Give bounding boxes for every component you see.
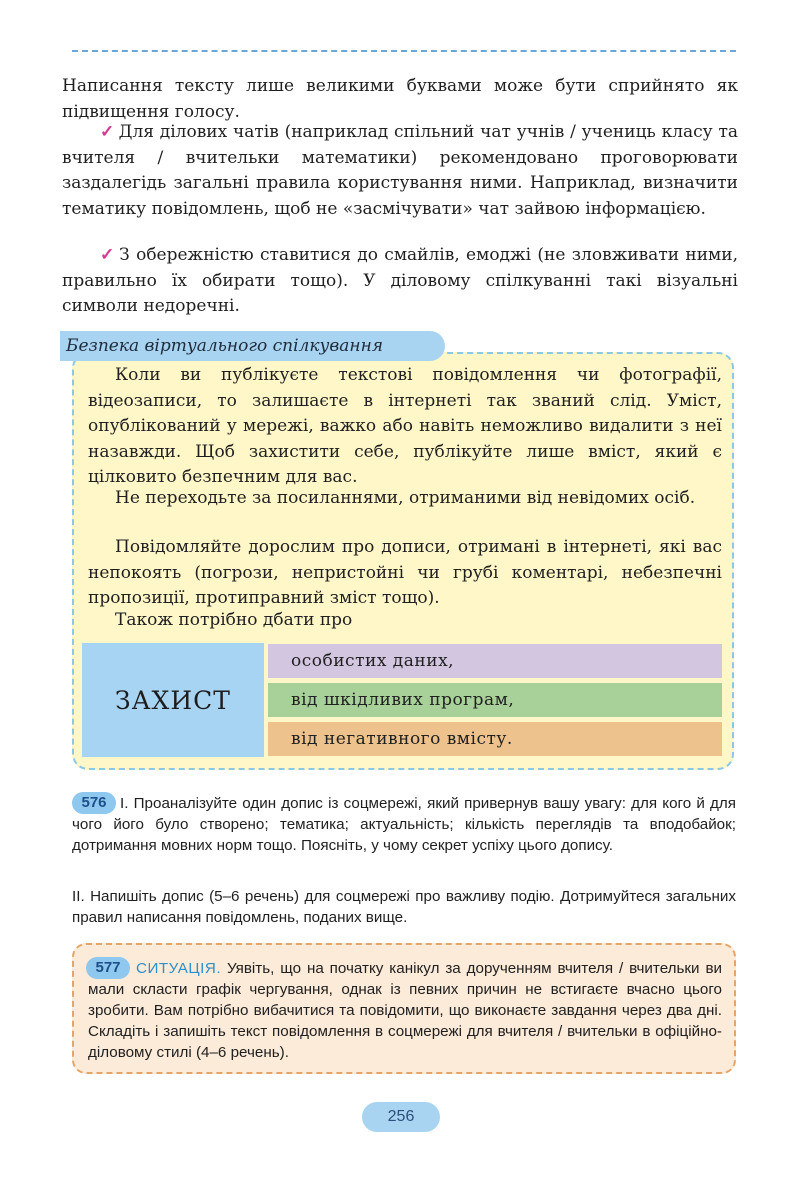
safety-paragraph-2: Не переходьте за посиланнями, отриманими від невідомих осіб. bbox=[115, 488, 696, 508]
situation-label: СИТУАЦІЯ. bbox=[136, 960, 222, 977]
safety-paragraph-3: Повідомляйте дорослим про дописи, отримані в інтернеті, які вас непокоять (погрози, непристойні чи грубі коментарі, небезпечні пропозиції, протиправний зміст тощо). bbox=[88, 537, 722, 608]
protection-item-malware: від шкідливих програм, bbox=[268, 683, 722, 717]
task-577-text: СИТУАЦІЯ. Уявіть, що на початку канікул за дорученням вчителя / вчительки ви мали скласти графік чергування, однак із певних причин не встигаєте вчасно цього зробити. Вам потрібно вибачитися та повідомити, що виконаєте завдання через два дні. Складіть і запишіть текст повідомлення в соцмережі для вчителя / вчительки в офіційно-діловому стилі (4–6 речень). bbox=[88, 960, 722, 1061]
checkmark-icon: ✓ bbox=[100, 245, 116, 265]
page-number: 256 bbox=[362, 1102, 440, 1132]
protection-item-negative-content: від негативного вмісту. bbox=[268, 722, 722, 756]
task-576-part-2: II. Напишіть допис (5–6 речень) для соцмережі про важливу подію. Дотримуйтеся загальних правил написання повідомлень, поданих вище. bbox=[72, 888, 736, 926]
task-number-577: 577 bbox=[86, 957, 130, 979]
safety-paragraph-4: Також потрібно дбати про bbox=[115, 610, 353, 630]
protection-label: ЗАХИСТ bbox=[82, 643, 264, 757]
top-divider bbox=[72, 50, 736, 52]
safety-paragraph-1: Коли ви публікуєте текстові повідомлення чи фотографії, відеозаписи, то залишаєте в інтернеті так званий слід. Уміст, опублікований у мережі, важко або навіть неможливо видалити з неї назавжди. Щоб захистити себе, публікуйте лише вміст, який є цілковито безпечним для вас. bbox=[88, 365, 722, 487]
task-number-576: 576 bbox=[72, 792, 116, 814]
task-576-part-1: I. Проаналізуйте один допис із соцмережі, який привернув вашу увагу: для кого й для чого його було створено; тематика; актуальність; кількість переглядів та вподобайок; дотримання мовних норм тощо. Поясніть, у чому секрет успіху цього допису. bbox=[72, 795, 736, 854]
intro-paragraph-1: Написання тексту лише великими буквами може бути сприйнято як підвищення голосу. bbox=[62, 76, 738, 122]
intro-paragraph-2: ✓ Для ділових чатів (наприклад спільний чат учнів / учениць класу та вчителя / вчительки математики) рекомендовано проговорювати заздалегідь загальні правила користування ними. Наприклад, визначити тематику повідомлень, щоб не «засмічувати» чат зайвою інформацією. bbox=[62, 122, 738, 219]
protection-item-personal-data: особистих даних, bbox=[268, 644, 722, 678]
checkmark-icon: ✓ bbox=[100, 122, 115, 142]
section-title: Безпека віртуального спілкування bbox=[60, 331, 445, 361]
intro-paragraph-3: ✓ З обережністю ставитися до смайлів, емоджі (не зловживати ними, правильно їх обирати тощо). У діловому спілкуванні такі візуальні символи недоречні. bbox=[62, 245, 738, 316]
